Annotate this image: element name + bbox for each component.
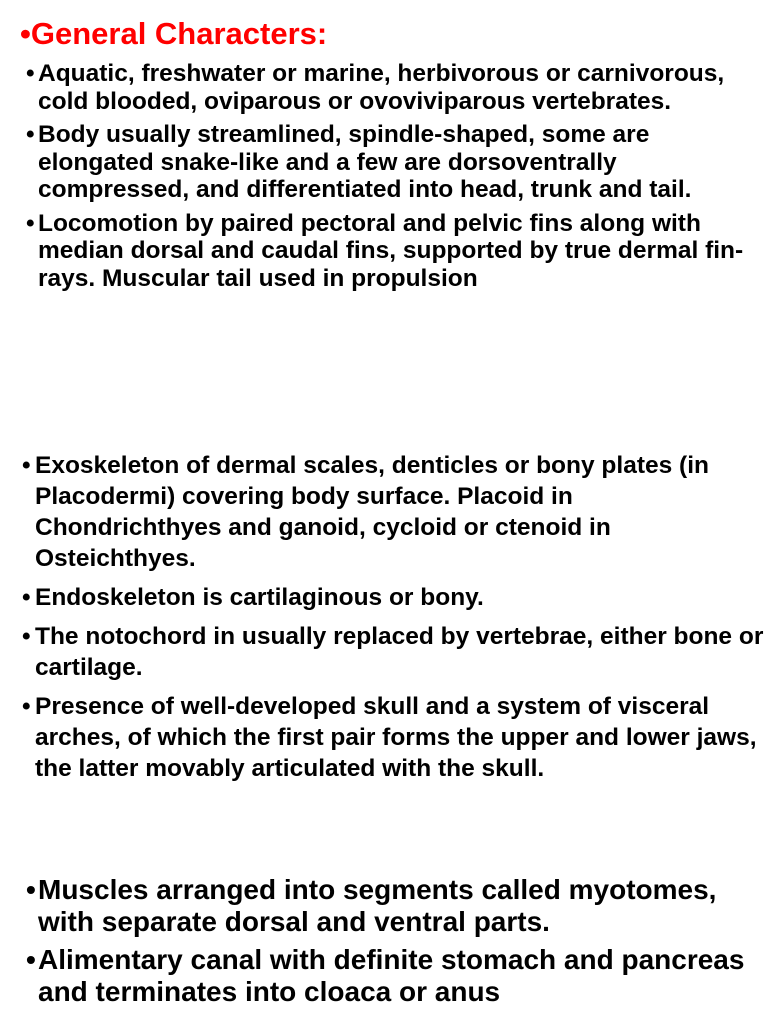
list-item-text: Body usually streamlined, spindle-shaped, some are elongated snake-like and a few are dorsoventrally compressed, and differentiated into head, trunk and tail.	[38, 121, 692, 203]
list-item	[26, 944, 761, 1007]
list-item-text: Alimentary canal with definite stomach and pancreas and terminates into cloaca or anus	[38, 944, 745, 1007]
bullet-icon: •	[26, 874, 36, 905]
list-item-text: Endoskeleton is cartilaginous or bony.	[35, 584, 484, 611]
list-item	[22, 582, 764, 613]
list-item	[26, 210, 761, 293]
slide-title: •General Characters:	[20, 16, 328, 51]
bullet-icon: •	[22, 584, 31, 611]
bullet-icon: •	[26, 209, 35, 237]
bullet-icon: •	[22, 693, 31, 720]
characters-list-2	[22, 450, 764, 792]
list-item	[22, 621, 764, 683]
list-item	[22, 691, 764, 784]
characters-list-3	[26, 874, 761, 1014]
list-item	[22, 450, 764, 574]
list-item	[26, 874, 761, 937]
list-item-text: Muscles arranged into segments called myotomes, with separate dorsal and ventral parts.	[38, 874, 717, 937]
characters-list-1	[26, 60, 761, 298]
list-item-text: Presence of well-developed skull and a system of visceral arches, of which the first pair forms the upper and lower jaws, the latter movably articulated with the skull.	[35, 693, 757, 782]
list-item	[26, 60, 761, 115]
bullet-icon: •	[26, 944, 36, 975]
list-item-text: The notochord in usually replaced by vertebrae, either bone or cartilage.	[35, 623, 764, 681]
list-item-text: Aquatic, freshwater or marine, herbivorous or carnivorous, cold blooded, oviparous or ovoviviparous vertebrates.	[38, 60, 725, 115]
bullet-icon: •	[26, 121, 35, 148]
list-item	[26, 121, 761, 204]
bullet-icon: •	[22, 623, 31, 650]
list-item-text: Locomotion by paired pectoral and pelvic fins along with median dorsal and caudal fins, supported by true dermal fin-rays. Muscular tail used in propulsion	[38, 209, 744, 292]
bullet-icon: •	[22, 452, 31, 479]
list-item-text: Exoskeleton of dermal scales, denticles or bony plates (in Placodermi) covering body surface. Placoid in Chondrichthyes and ganoid, cycloid or ctenoid in Osteichthyes.	[35, 452, 709, 572]
bullet-icon: •	[26, 60, 35, 87]
